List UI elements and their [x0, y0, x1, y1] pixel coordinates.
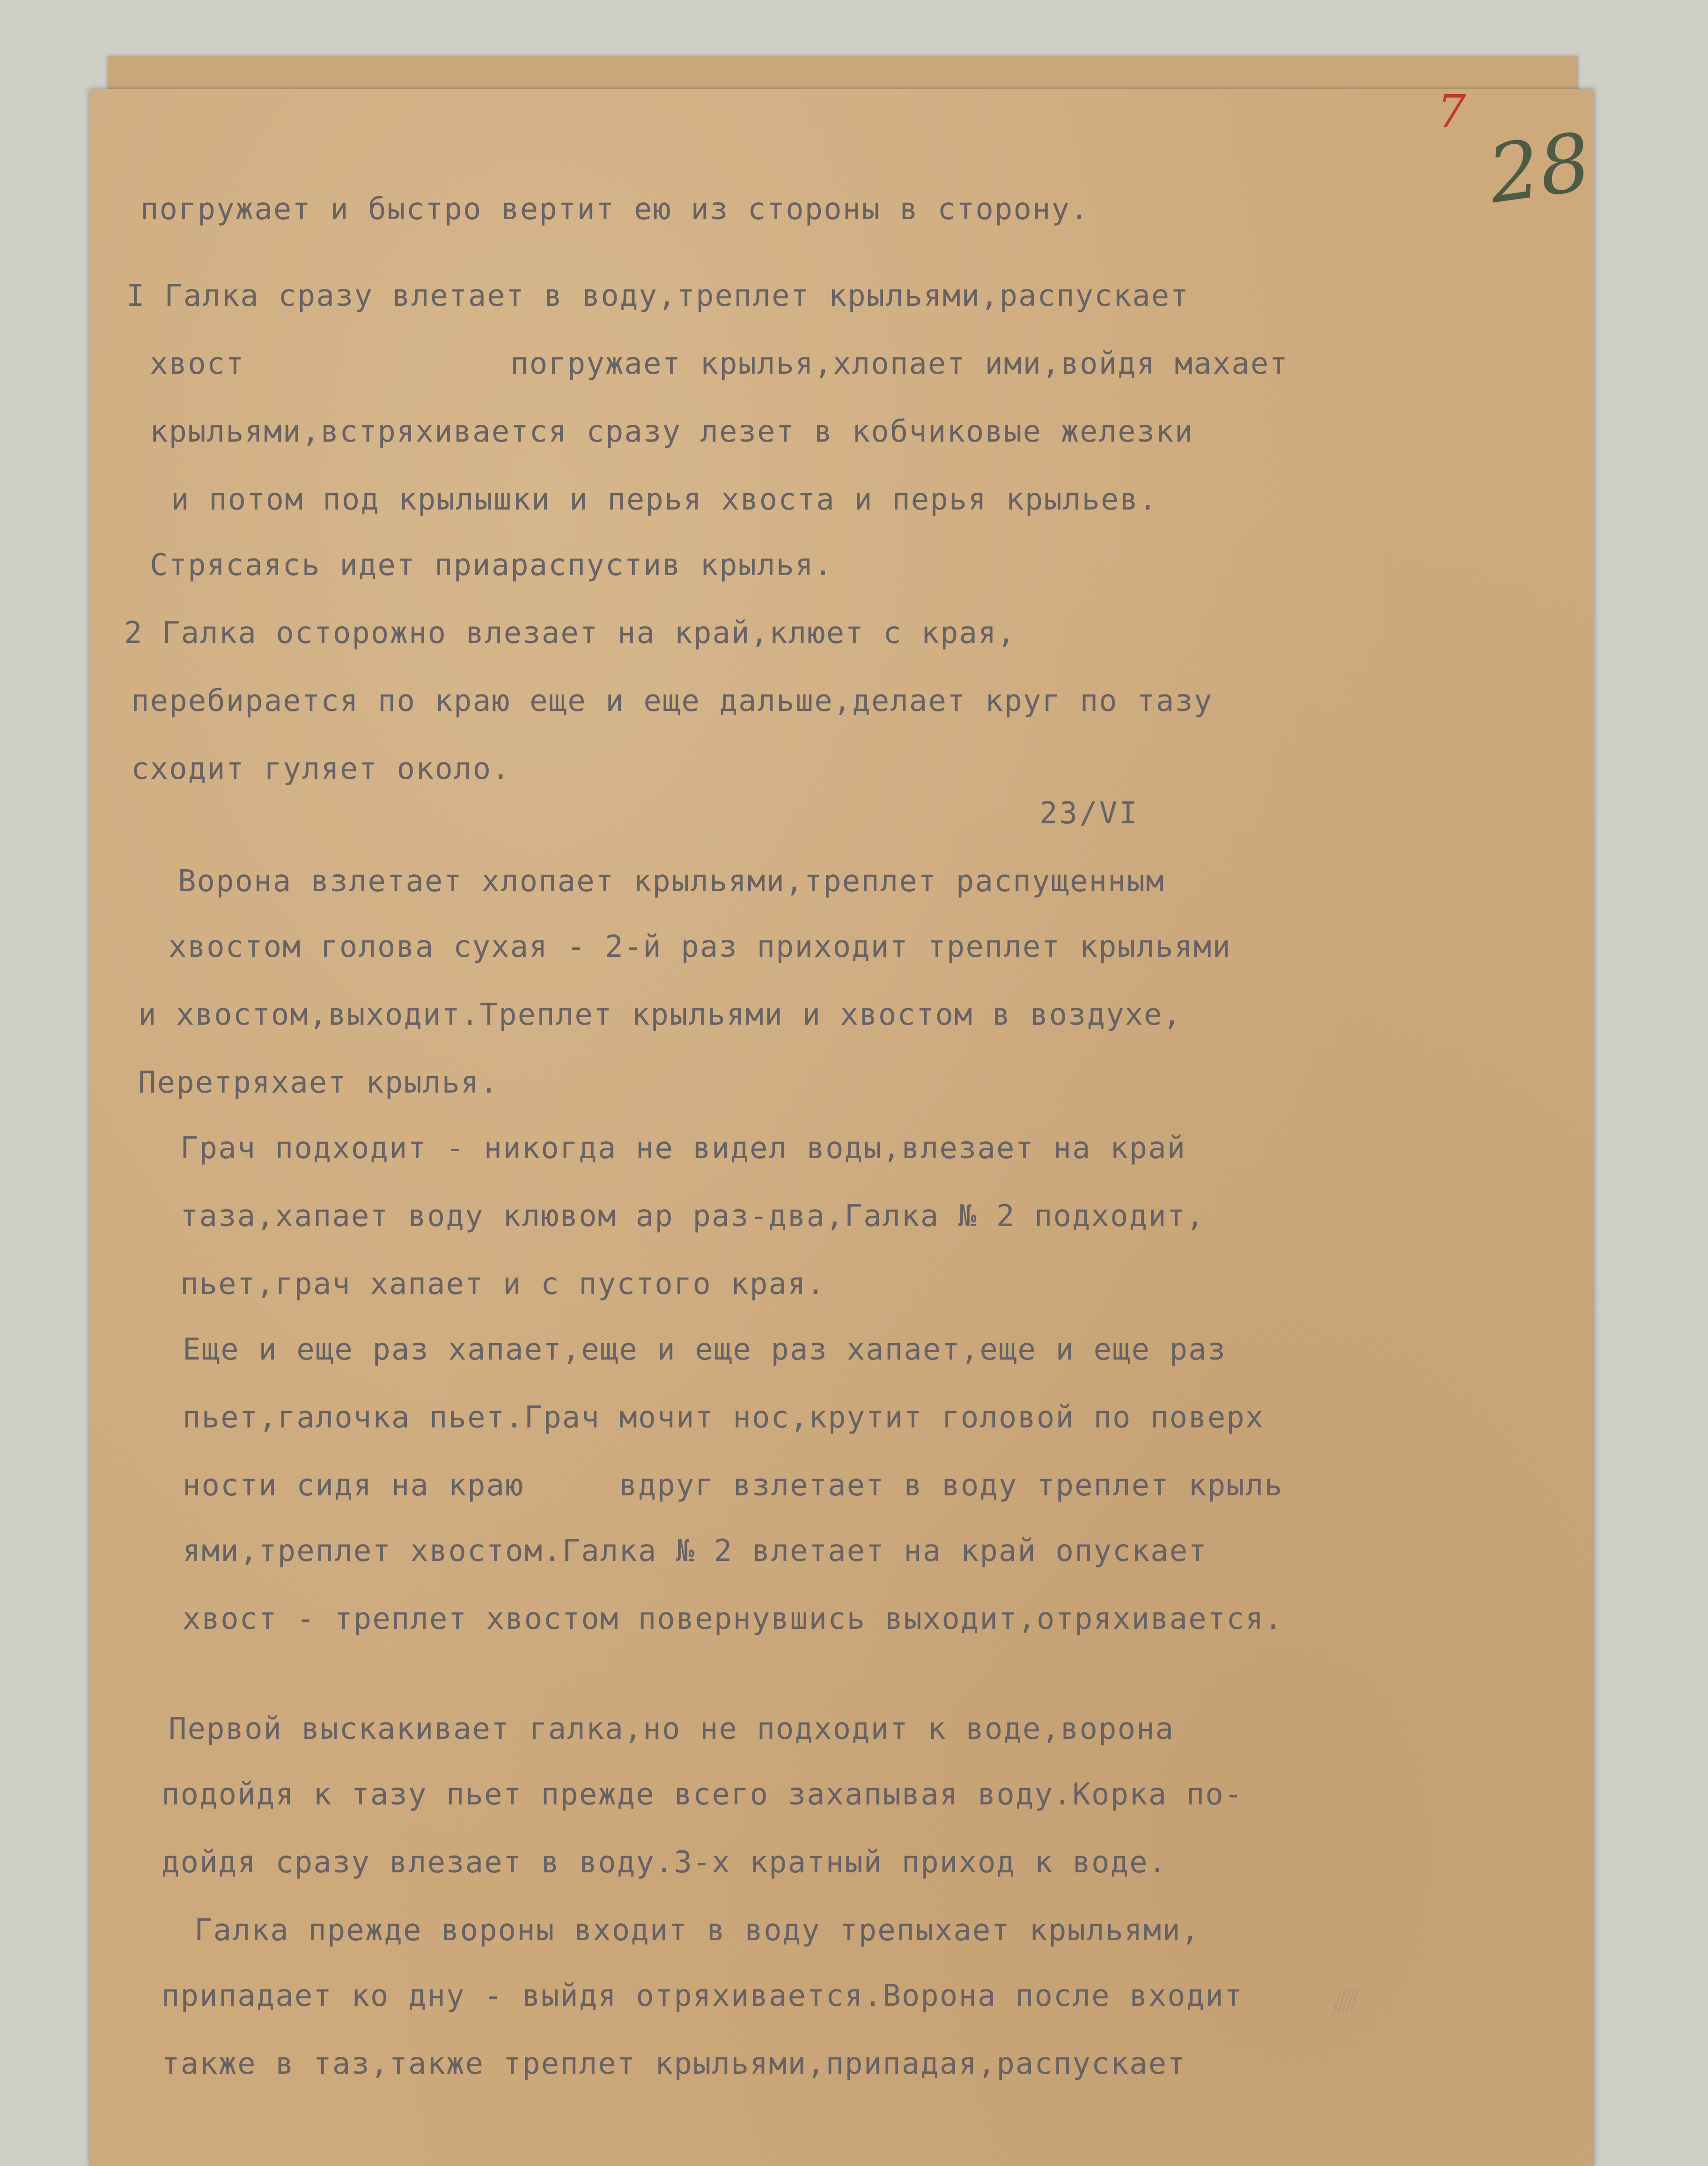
text-line: пьет,галочка пьет.Грач мочит нос,крутит головой по поверх: [183, 1400, 1265, 1435]
text-line: Стрясаясь идет приараспустив крылья.: [150, 548, 833, 583]
text-line: Ворона взлетает хлопает крыльями,треплет распущенным: [178, 864, 1165, 899]
text-line: и потом под крылышки и перья хвоста и перья крыльев.: [171, 482, 1158, 517]
text-line: и хвостом,выходит.Треплет крыльями и хвостом в воздухе,: [138, 998, 1182, 1032]
text-line: крыльями,встряхивается сразу лезет в кобчиковые железки: [150, 414, 1194, 449]
text-line: сходит гуляет около.: [131, 752, 511, 786]
text-line: погружает и быстро вертит ею из стороны в сторону.: [140, 192, 1090, 227]
text-line: подойдя к тазу пьет прежде всего захапывая воду.Корка по-: [162, 1777, 1244, 1812]
folio-number: 28: [1483, 115, 1597, 222]
text-line: таза,хапает воду клювом ар раз-два,Галка № 2 подходит,: [180, 1199, 1205, 1234]
text-line: Галка прежде вороны входит в воду трепыхает крыльями,: [194, 1913, 1200, 1948]
pencil-mark: ⁄⁄⁄⁄⁄: [1331, 1983, 1361, 2021]
text-line: 2 Галка осторожно влезает на край,клюет с края,: [124, 616, 1016, 651]
document-page: [89, 85, 1597, 2166]
page-number: 7: [1437, 85, 1466, 138]
text-line: Еще и еще раз хапает,еще и еще раз хапает,еще и еще раз: [183, 1332, 1227, 1367]
text-line: хвостом голова сухая - 2-й раз приходит треплет крыльями: [169, 930, 1231, 964]
text-line: также в таз,также треплет крыльями,припадая,распускает: [162, 2047, 1186, 2081]
text-line: пьет,грач хапает и с пустого края.: [180, 1267, 826, 1301]
text-line: перебирается по краю еще и еще дальше,делает круг по тазу: [131, 684, 1213, 718]
text-line: дойдя сразу влезает в воду.3-х кратный приход к воде.: [162, 1845, 1168, 1880]
text-line: I Галка сразу влетает в воду,треплет крыльями,распускает: [126, 279, 1189, 313]
text-line: Перетряхает крылья.: [138, 1065, 499, 1100]
text-line: хвост погружает крылья,хлопает ими,войдя махает: [150, 347, 1288, 381]
text-line: припадает ко дну - выйдя отряхивается.Ворона после входит: [162, 1979, 1244, 2013]
text-line: хвост - треплет хвостом повернувшись выходит,отряхивается.: [183, 1602, 1283, 1636]
date-heading: 23/VI: [1039, 796, 1139, 831]
text-line: Грач подходит - никогда не видел воды,влезает на край: [180, 1131, 1186, 1166]
text-line: Первой выскакивает галка,но не подходит к воде,ворона: [169, 1712, 1175, 1746]
text-line: ями,треплет хвостом.Галка № 2 влетает на край опускает: [183, 1534, 1207, 1568]
text-line: ности сидя на краю вдруг взлетает в воду треплет крыль: [183, 1468, 1283, 1503]
